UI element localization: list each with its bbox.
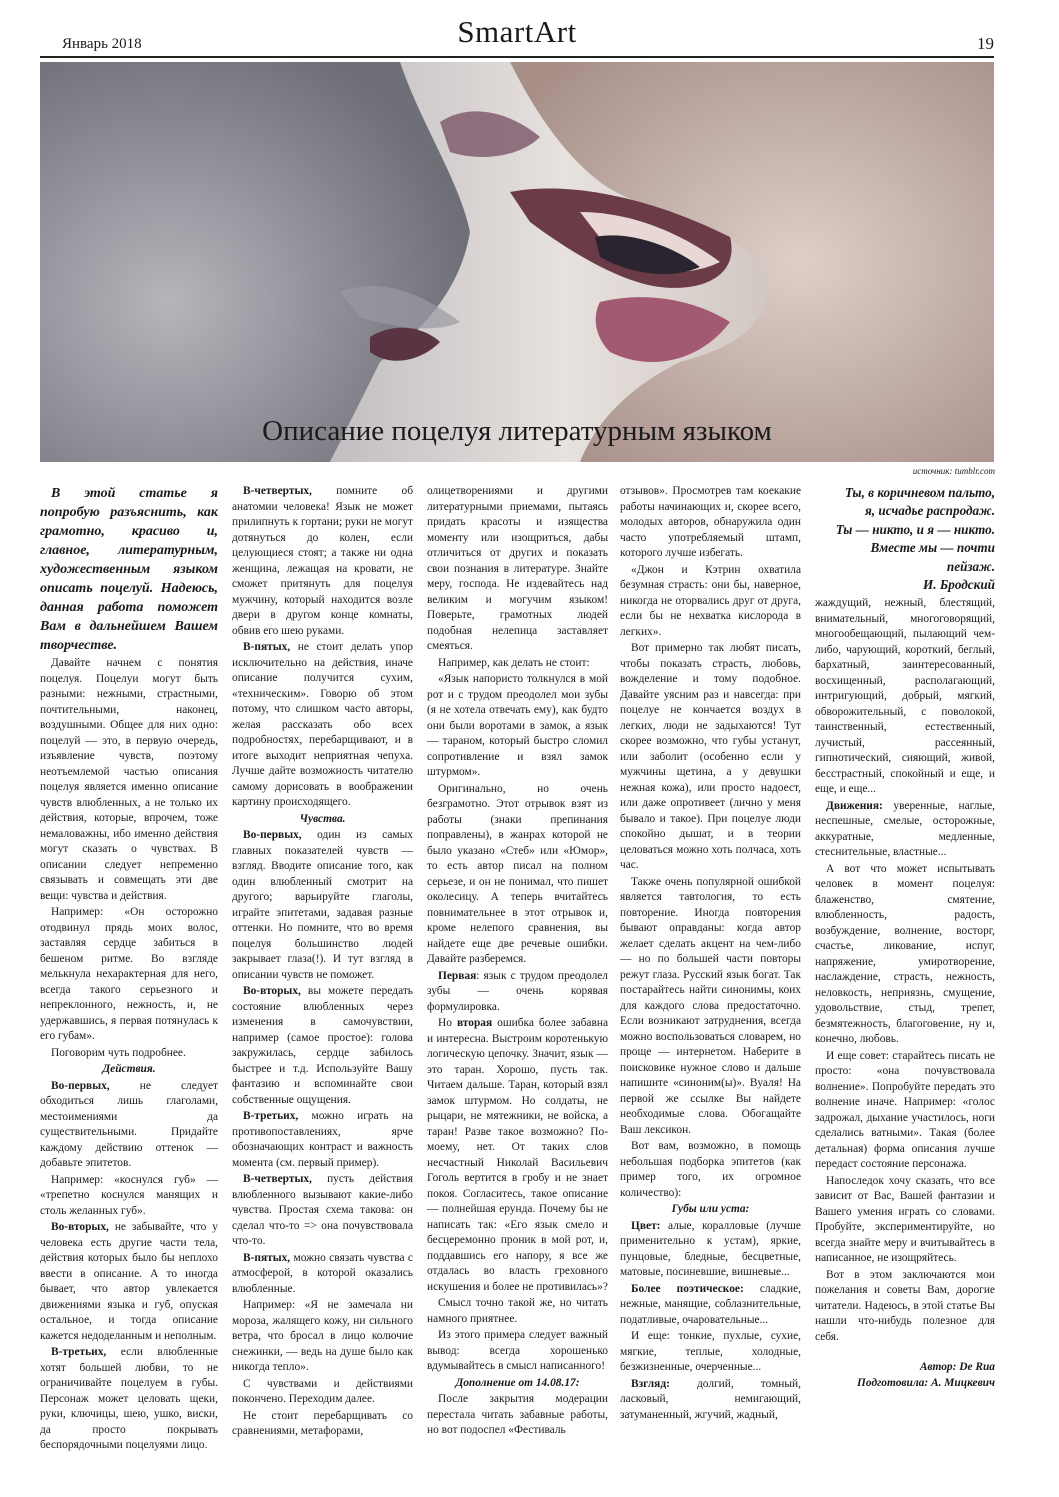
- paragraph: С чувствами и действиями покончено. Переходим далее.: [232, 1377, 413, 1405]
- paragraph: жаждущий, нежный, блестящий, внимательный, многоговорящий, многообещающий, пылающий чем-либо, чарующий, короткий, беглый, бархатный, заинтересованный, восхищенный, располагающий, интригующий, добрый, мягкий, обворожительный, с поволокой, таинственный, естественный, лучистый, рассеянный, гипнотический, сияющий, живой, бесстрастный, спокойный и еще, и еще, и еще...: [815, 597, 995, 796]
- paragraph: В-пятых, можно связать чувства с атмосферой, в которой оказались влюбленные.: [232, 1251, 413, 1295]
- paragraph: Смысл точно такой же, но читать намного приятнее.: [427, 1297, 608, 1325]
- column-3: [427, 484, 608, 1440]
- paragraph: Взгляд: долгий, томный, ласковый, немигающий, затуманенный, жгучий, жадный,: [620, 1377, 801, 1421]
- image-source-caption: источник: tumblr.com: [912, 466, 995, 476]
- paragraph: Также очень популярной ошибкой является тавтология, то есть повторение. Иногда повторения бывают оправданы: когда автор желает сделать акцент на чем-либо — но по большей части повторы режут глаза. Русский язык богат. Так постарайтесь найти синонимы, коих для каждого слова предостаточно. Если возникают затруднения, всегда можно воспользоваться словарем, но проще — интернетом. Наберите в поисковике нужное слово и дальше напишите «синоним(ы)». Вуаля! На первой же ссылке Вы найдете необходимые слова. Обогащайте Ваш лексикон.: [620, 875, 801, 1136]
- paragraph: отзывов». Просмотрев там коекакие работы начинающих и, скорее всего, молодых авторов, обнаружила один часто употребляемый штамп, которого лучше избегать.: [620, 485, 801, 559]
- paragraph: Не стоит перебарщивать со сравнениями, метафорами,: [232, 1409, 413, 1437]
- paragraph: Цвет: алые, коралловые (лучше применительно к устам), яркие, пунцовые, бледные, бесцветные, матовые, посиневшие, вишневые...: [620, 1219, 801, 1278]
- section-heading: Губы или уста:: [671, 1203, 750, 1215]
- paragraph: Во-вторых, не забывайте, что у человека есть другие части тела, действия которых было бы неплохо ввести в описание. А то иногда бывает, что автор увлекается движениями языка и губ, опуская остальное, и тогда описание кажется недоделанным и неполным.: [40, 1221, 218, 1342]
- paragraph: А вот что может испытывать человек в момент поцелуя: блаженство, смятение, влюбленность, радость, возбуждение, волнение, восторг, счастье, ликование, испуг, напряжение, умиротворение, наслаждение, страсть, нежность, неловкость, неприязнь, смущение, удовольствие, стыд, трепет, безмятежность, благоговение, ну и, конечно, любовь.: [815, 862, 995, 1046]
- section-heading: Чувства.: [299, 812, 346, 825]
- paragraph: После закрытия модерации перестала читать забавные работы, но вот подоспел «Фестиваль: [427, 1393, 608, 1436]
- paragraph: Из этого примера следует важный вывод: всегда хорошенько вдумывайтесь в смысл написанного!: [427, 1329, 608, 1372]
- paragraph: Движения: уверенные, наглые, неспешные, смелые, осторожные, аккуратные, медленные, стеснительные, властные...: [815, 799, 995, 859]
- epigraph-poem: Ты, в коричневом пальто, я, исчадье распродаж. Ты — никто, и я — никто. Вместе мы — почти пейзаж.: [835, 485, 995, 574]
- magazine-title: SmartArt: [457, 14, 577, 49]
- kiss-painting: [40, 62, 994, 462]
- paragraph: В-третьих, если влюбленные хотят большей любви, то не ограничивайте поцелуем в губы. Персонаж может целовать щеки, руки, ключицы, шею, ушко, виски, да просто покрывать беспорядочными поцелуями лицо.: [40, 1346, 218, 1452]
- paragraph: Во-вторых, вы можете передать состояние влюбленных через изменения в самочувствии, например (самое простое): голова закружилась, сердце забилось быстрее и т.д. Используйте Вашу фантазию и вспоминайте свои собственные ощущения.: [232, 985, 413, 1106]
- paragraph: Например: «Я не замечала ни мороза, жалящего кожу, ни сильного ветра, что бросал в лицо колючие снежинки, — ведь на душе было как никогда тепло».: [232, 1299, 413, 1373]
- page-header: [40, 14, 994, 58]
- paragraph: Во-первых, один из самых главных показателей чувств — взгляд. Вводите описание того, как один влюбленный смотрит на другого; варьируйте глаголы, играйте эпитетами, задавая разные оттенки. Но помните, что во время поцелуя большинство людей закрывает глаза(!). И тут взгляд в описании чувств не поможет.: [232, 829, 413, 981]
- article-title: Описание поцелуя литературным языком: [262, 415, 772, 447]
- section-heading: Дополнение от 14.08.17:: [455, 1376, 580, 1389]
- paragraph: В-третьих, можно играть на противопоставлениях, ярче обозначающих контраст и важность момента (см. первый пример).: [232, 1110, 413, 1169]
- column-4: [620, 484, 801, 1424]
- paragraph: Вот в этом заключаются мои пожелания и советы Вам, дорогие читатели. Надеюсь, в этой статье Вы нашли что-нибудь полезное для себя.: [815, 1268, 995, 1343]
- paragraph: «Джон и Кэтрин охватила безумная страсть: они бы, наверное, никогда не оторвались друг от друга, если бы не нехватка кислорода в легких».: [620, 563, 801, 638]
- paragraph: олицетворениями и другими литературными приемами, пытаясь придать красоты и изящества моменту или изощриться, дабы отличиться от других и показать свои познания в литературе. Знайте меру, господа. Не издевайтесь над великим и могучим языком! Поверьте, грамотных людей подобная нелепица заставляет смеяться.: [427, 485, 608, 652]
- editor-credit: Подготовила: А. Мицкевич: [857, 1376, 995, 1389]
- section-heading: Действия.: [102, 1063, 156, 1076]
- paragraph: Вот вам, возможно, в помощь небольшая подборка эпитетов (как пример того, их огромное количество):: [620, 1140, 801, 1199]
- column-5: [815, 484, 995, 1391]
- column-2: [232, 484, 413, 1441]
- paragraph: Оригинально, но очень безграмотно. Этот отрывок взят из работы (знаки препинания поправлены), в жанрах которой не было указано «Стеб» или «Юмор», то есть автор писал на полном серьезе, и он не понимал, что пишет околесицу. А теперь вчитайтесь повнимательнее в этот отрывок и, кроме нелепого сравнения, вы найдете еще две речевые ошибки. Давайте разберемся.: [427, 782, 608, 965]
- paragraph: Первая: язык с трудом преодолел зубы — очень корявая формулировка.: [427, 969, 608, 1013]
- paragraph: В-четвертых, помните об анатомии человека! Язык не может прилипнуть к гортани; руки не могут дотянуться до колен, если целующиеся стоят; а также ни одна женщина, лежащая на кровати, не сможет притянуть для поцелуя мужчину, который находится возле двери в другом конце комнаты, обвив его шею руками.: [232, 485, 413, 637]
- paragraph: Давайте начнем с понятия поцелуя. Поцелуи могут быть разными: нежными, страстными, почтительными, наконец, воздушными. Общее для них одно: поцелуй — это, в первую очередь, изъявление чувств, поэтому неотъемлемой частью описания поцелуя является именно описание чувств влюбленных, а не только их действия, которые, впрочем, тоже немаловажны, ибо именно действия могут сказать о чувствах. В описании следует непременно связывать и совмещать эти две вещи: чувства и действия.: [40, 657, 218, 902]
- paragraph: Вот примерно так любят писать, чтобы показать страсть, любовь, вожделение и тому подобное. Давайте уясним раз и навсегда: при поцелуе не кончается воздух в легких, люди не задыхаются! Тут скорее возможно, что губы устанут, или заболит (особенно если у мужчины щетина, а у девушки нежная кожа), или просто надоест, или даже опротивеет (лично у меня бывало и такое). При поцелуе люди спокойно дышат, и в теории целоваться можно хоть полчаса, хоть час.: [620, 642, 801, 871]
- author-credit: Автор: De Rua: [919, 1361, 995, 1374]
- paragraph: В-пятых, не стоит делать упор исключительно на действия, иначе описание получится сухим, «техническим». Говорю об этом потому, что слишком часто авторы, желая рассказать обо всех подробностях, перебарщивают, и в итоге выходит неприятная чепуха. Лучше дайте возможность читателю самому дорисовать в воображении картину происходящего.: [232, 641, 413, 808]
- column-1: [40, 484, 218, 1455]
- issue-date: Январь 2018: [62, 36, 142, 52]
- paragraph: Например: «Он осторожно отодвинул прядь моих волос, заставляя сердце забиться в бешеном ритме. Во взгляде мелькнула нехарактерная для него, всегда такого серьезного и непреклонного, нежность, и, не удержавшись, я первая потянулась к его губам».: [40, 906, 218, 1043]
- paragraph: Более поэтическое: сладкие, нежные, манящие, соблазнительные, податливые, очаровательные...: [620, 1282, 801, 1326]
- paragraph: Например, как делать не стоит:: [438, 656, 590, 669]
- paragraph: Во-первых, не следует обходиться лишь глаголами, местоимениями да существительными. Придайте каждому действию оттенок — добавьте эпитетов.: [40, 1079, 218, 1170]
- paragraph: Поговорим чуть подробнее.: [51, 1046, 186, 1059]
- hero-image: [40, 62, 994, 462]
- header-rule: [40, 56, 994, 58]
- paragraph: Напоследок хочу сказать, что все зависит от Вас, Вашей фантазии и Вашего умения играть со словами. Пробуйте, экспериментируйте, но всегда знайте меру и вчитывайтесь в написанное, не изощряйтесь.: [815, 1174, 995, 1265]
- paragraph: И еще: тонкие, пухлые, сухие, мягкие, теплые, холодные, безжизненные, очерченные...: [620, 1330, 801, 1373]
- paragraph: «Язык напористо толкнулся в мой рот и с трудом преодолел мои зубы (я не хотела отвечать ему), как будто они были воротами в замок, а язык — тараном, который быстро сломил сопротивление и взял замок штурмом».: [427, 673, 608, 778]
- paragraph: Но вторая ошибка более забавна и интересна. Выстроим коротенькую логическую цепочку. Значит, язык — это таран. Хорошо, пусть так. Читаем дальше. Таран, который взял замок штурмом. Но солдаты, не рыцари, не мятежники, не войска, а таран! Разве такое возможно? По-моему, нет. От таких слов несчастный Николай Васильевич Гоголь вертится в гробу и не знает покоя. Согласитесь, такое описание — полнейшая ерунда. Почему бы не написать так: «Его язык смело и бесцеремонно проник в мой рот, и, поддавшись его напору, я все же отдалась во власть греховного искушения и более не противилась»?: [427, 1017, 608, 1293]
- epigraph-author: И. Бродский: [923, 577, 995, 593]
- paragraph: Например: «коснулся губ» — «трепетно коснулся манящих и столь желанных губ».: [40, 1173, 218, 1217]
- paragraph: В-четвертых, пусть действия влюбленного вызывают какие-либо чувства. Простая схема такова: он сделал что-то => она почувствовала что-то.: [232, 1173, 413, 1247]
- page-number: 19: [977, 34, 994, 53]
- paragraph: И еще совет: старайтесь писать не просто: «она почувствовала волнение». Попробуйте передать это волнение иначе. Например: «голос задрожал, дыхание участилось, ноги сделались ватными». Такая (более детальная) форма описания лучше передаст состояние персонажа.: [815, 1049, 995, 1171]
- article-lead: В этой статье я попробую разъяснить, как грамотно, красиво и, главное, литературным, художественным языком описать поцелуй. Надеюсь, данная работа поможет Вам в дальнейшем Вашем творчестве.: [40, 486, 218, 654]
